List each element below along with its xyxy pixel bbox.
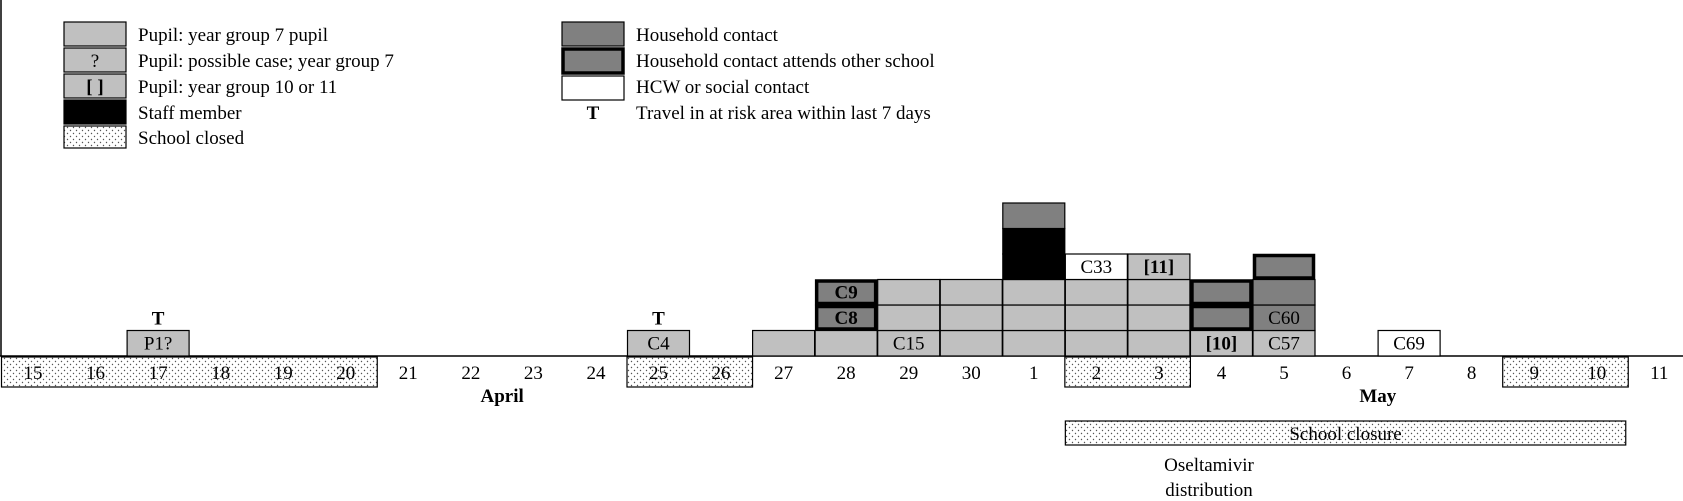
- case-cell-staff: [1003, 229, 1065, 255]
- day-tick-label: 29: [899, 363, 919, 384]
- legend-item-staff: [64, 100, 242, 124]
- case-label: C15: [892, 333, 925, 355]
- case-cell-pupil: [753, 331, 815, 357]
- day-tick-label: 5: [1279, 363, 1289, 384]
- day-tick-label: 23: [523, 363, 543, 384]
- legend-swatch-staff: [64, 100, 126, 124]
- case-cell-pupil: [1128, 331, 1190, 357]
- case-cell-pupil: [1003, 331, 1065, 357]
- day-tick-label: 24: [586, 363, 606, 384]
- day-tick-label: 25: [649, 363, 668, 384]
- travel-marker: T: [652, 308, 665, 330]
- school-closed-bars: [2, 357, 1629, 387]
- day-tick-label: 22: [461, 363, 481, 384]
- case-cell-pupil: [1003, 280, 1065, 306]
- case-cell-household: [1253, 280, 1315, 306]
- day-tick-label: 27: [774, 363, 794, 384]
- case-cell-pupil: [815, 331, 877, 357]
- legend-swatch-household-other: [563, 49, 623, 73]
- case-cell-pupil: [1065, 305, 1127, 331]
- legend-item-hcw: [562, 76, 810, 100]
- day-tick-label: 9: [1529, 363, 1539, 384]
- day-tick-label: 11: [1650, 363, 1669, 384]
- day-tick-label: 19: [273, 363, 293, 384]
- legend-item-pupil: [64, 22, 328, 46]
- day-tick-label: 15: [23, 363, 43, 384]
- case-cell-pupil: [1128, 280, 1190, 306]
- legend-swatch-household: [562, 22, 624, 46]
- legend-label-pupil: Pupil: year group 7 pupil: [138, 25, 328, 46]
- case-cell-pupil: [1128, 305, 1190, 331]
- case-label: C4: [647, 333, 670, 355]
- school-closed-bar: [627, 357, 753, 387]
- case-cell-pupil: [940, 305, 1002, 331]
- day-tick-label: 17: [148, 363, 168, 384]
- school-closed-bar: [2, 357, 378, 387]
- case-label: [10]: [1205, 333, 1238, 355]
- case-cell-pupil: [1003, 305, 1065, 331]
- travel-marker: T: [151, 308, 165, 330]
- school-closed-bar: [1065, 357, 1191, 387]
- day-tick-label: 30: [961, 363, 981, 384]
- day-tick-label: 28: [836, 363, 856, 384]
- day-tick-label: 4: [1216, 363, 1227, 384]
- case-cells: [127, 203, 1440, 356]
- month-label: April: [480, 386, 524, 407]
- legend-item-household: [562, 22, 779, 46]
- legend-symbol-pupil-1011: [ ]: [86, 77, 104, 98]
- case-label: C9: [834, 282, 858, 304]
- legend-item-travel: [587, 103, 931, 124]
- legend-label-staff: Staff member: [138, 103, 242, 124]
- day-tick-label: 18: [211, 363, 231, 384]
- day-tick-label: 16: [86, 363, 106, 384]
- legend-swatch-hcw: [562, 76, 624, 100]
- case-cell-household: [1003, 203, 1065, 229]
- oseltamivir-label-line2: distribution: [1165, 480, 1253, 501]
- legend-item-pupil-possible: [64, 48, 394, 72]
- legend-label-closed: School closed: [138, 128, 245, 149]
- case-label: C8: [834, 308, 858, 329]
- day-tick-label: 8: [1466, 363, 1477, 384]
- day-tick-label: 21: [398, 363, 418, 384]
- oseltamivir-label-line1: Oseltamivir: [1164, 455, 1254, 476]
- month-label: May: [1359, 386, 1397, 407]
- legend-swatch-pupil: [64, 22, 126, 46]
- case-label: P1?: [143, 333, 173, 355]
- case-label: C57: [1268, 333, 1300, 355]
- day-tick-label: 26: [711, 363, 731, 384]
- case-label: [11]: [1143, 257, 1175, 278]
- legend-label-travel: Travel in at risk area within last 7 days: [636, 103, 931, 124]
- legend: [64, 22, 935, 149]
- day-tick-label: 10: [1587, 363, 1607, 384]
- day-tick-label: 6: [1341, 363, 1352, 384]
- day-tick-label: 2: [1091, 363, 1102, 384]
- legend-label-household: Household contact: [636, 25, 778, 46]
- case-cell-household_other: [1255, 256, 1314, 279]
- legend-item-pupil-1011: [64, 74, 337, 98]
- case-label: C60: [1268, 308, 1300, 329]
- case-cell-pupil: [940, 331, 1002, 357]
- day-tick-label: 1: [1029, 363, 1039, 384]
- case-label: C33: [1080, 257, 1113, 278]
- case-cell-pupil: [1065, 280, 1127, 306]
- day-tick-label: 3: [1154, 363, 1164, 384]
- case-cell-pupil: [1065, 331, 1127, 357]
- case-cell-pupil: [878, 280, 940, 306]
- school-closure-label: School closure: [1289, 424, 1402, 445]
- case-cell-staff: [1003, 254, 1065, 280]
- case-cell-pupil: [940, 280, 1002, 306]
- day-tick-label: 7: [1404, 363, 1414, 384]
- case-cell-household_other: [1192, 307, 1251, 330]
- case-cell-pupil: [878, 305, 940, 331]
- day-tick-label: 20: [336, 363, 356, 384]
- legend-item-closed: [64, 126, 245, 149]
- case-cell-household_other: [1192, 281, 1251, 304]
- legend-symbol-travel: T: [586, 103, 600, 124]
- month-labels: [480, 386, 1396, 407]
- legend-swatch-closed: [64, 126, 126, 148]
- case-label: C69: [1393, 333, 1425, 355]
- school-closed-bar: [1503, 357, 1629, 387]
- legend-item-household-other: [563, 49, 935, 73]
- school-closure-annotation: [1065, 421, 1625, 501]
- legend-label-household-other: Household contact attends other school: [636, 51, 935, 72]
- legend-label-hcw: HCW or social contact: [636, 77, 810, 98]
- legend-label-pupil-1011: Pupil: year group 10 or 11: [138, 77, 338, 98]
- legend-label-pupil-possible: Pupil: possible case; year group 7: [138, 51, 394, 72]
- legend-symbol-pupil-possible: ?: [90, 51, 100, 72]
